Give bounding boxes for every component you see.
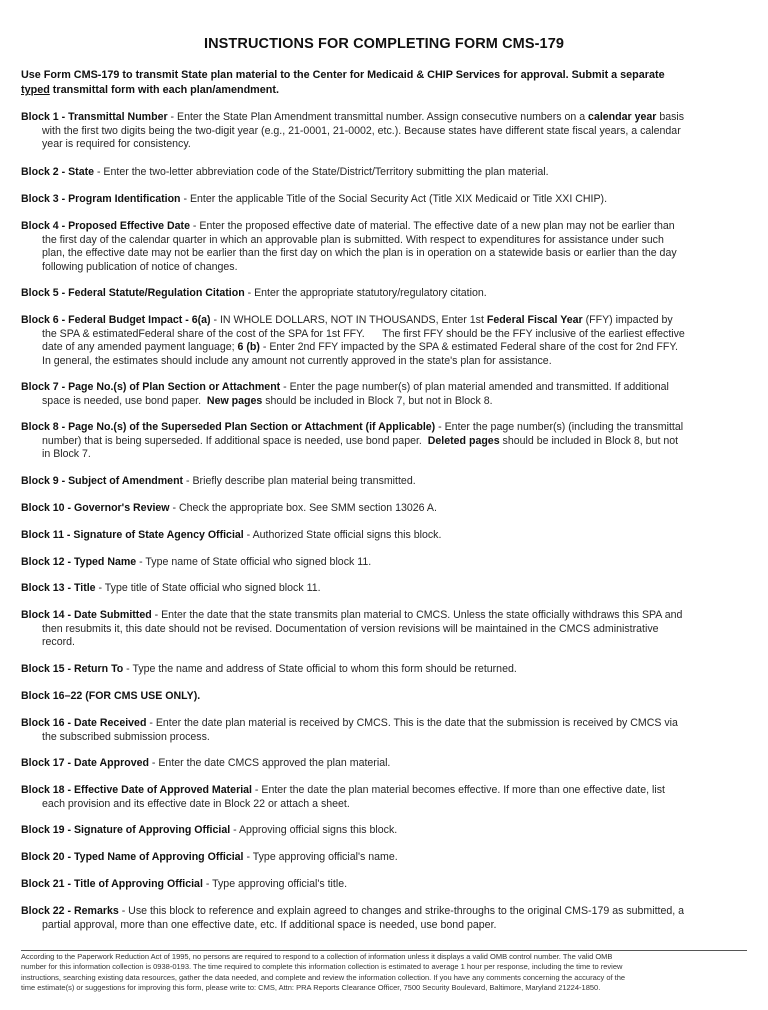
block-19-instruction: Block 19 - Signature of Approving Official - Approving official signs this block.	[21, 824, 398, 836]
intro-text-1: Use Form CMS-179 to transmit State plan material to the Center for Medicaid & CHIP Services for approval. Submit a separate	[21, 69, 665, 81]
block-14-instruction: Block 14 - Date Submitted - Enter the date that the state transmits plan material to CMCS. Unless the state officially withdraws this SPA and then resubmits it, this date should not be revised. Documentation of version revisions will be maintained in the CMCS administrative record.	[21, 609, 683, 649]
block-label: Block 7 - Page No.(s) of Plan Section or Attachment	[21, 381, 281, 393]
block-label: Block 9 - Subject of Amendment	[21, 475, 184, 487]
block-label: Block 4 - Proposed Effective Date	[21, 220, 190, 232]
block-label: Block 13 - Title	[21, 582, 96, 594]
block-4-instruction: Block 4 - Proposed Effective Date - Enter the proposed effective date of material. The effective date of a new plan may not be earlier than the first day of the calendar quarter in which an approvable plan is submitted. With respect to expenditures for assistance under such plan, the effective date may not be earlier than the first day on which the plan is in operation on a statewide basis or earlier than the day following publication of notice of changes.	[21, 220, 677, 273]
intro-typed-word: typed	[21, 84, 50, 96]
block-label: Block 22 - Remarks	[21, 905, 119, 917]
block-label: Block 8 - Page No.(s) of the Superseded Plan Section or Attachment (if Applicable)	[21, 421, 436, 433]
block-label: Block 11 - Signature of State Agency Official	[21, 529, 244, 541]
block-label: Block 1 - Transmittal Number	[21, 111, 168, 123]
block-6-instruction: Block 6 - Federal Budget Impact - 6(a) - IN WHOLE DOLLARS, NOT IN THOUSANDS, Enter 1st Federal Fiscal Year (FFY) impacted by the SPA & estimatedFederal share of the cost of the SPA for 1st FFY. The first FFY should be the FFY inclusive of the earliest effective date of any amended payment language; 6 (b) - Enter 2nd FFY impacted by the SPA & estimated Federal share of the cost for 2nd FFY. In general, the estimates should include any amount not currently approved in the state's plan for assistance.	[21, 314, 685, 367]
block-7-instruction: Block 7 - Page No.(s) of Plan Section or Attachment - Enter the page number(s) of plan material amended and transmitted. If additional space is needed, use bond paper. New pages should be included in Block 7, but not in Block 8.	[21, 381, 669, 407]
block-3-instruction: Block 3 - Program Identification - Enter the applicable Title of the Social Security Act (Title XIX Medicaid or Title XXI CHIP).	[21, 193, 608, 205]
block-1-instruction: Block 1 - Transmittal Number - Enter the State Plan Amendment transmittal number. Assign consecutive numbers on a calendar year basis with the first two digits being the two-digit year (e.g., 21-0001, 21-0002, etc.). Because states have different state fiscal years, a calendar year is required for consistency.	[21, 111, 685, 151]
block-10-instruction: Block 10 - Governor's Review - Check the appropriate box. See SMM section 13026 A.	[21, 502, 437, 514]
block-9-instruction: Block 9 - Subject of Amendment - Briefly describe plan material being transmitted.	[21, 475, 416, 487]
block-13-instruction: Block 13 - Title - Type title of State official who signed block 11.	[21, 582, 321, 594]
block-label: Block 17 - Date Approved	[21, 757, 149, 769]
block-15-instruction: Block 15 - Return To - Type the name and address of State official to whom this form should be returned.	[21, 663, 517, 675]
cms-use-only-heading: Block 16–22 (FOR CMS USE ONLY).	[21, 690, 201, 702]
block-20-instruction: Block 20 - Typed Name of Approving Official - Type approving official's name.	[21, 851, 398, 863]
block-8-instruction: Block 8 - Page No.(s) of the Superseded Plan Section or Attachment (if Applicable) - Enter the page number(s) (including the transmittal number) that is being superseded. If additional space is needed, use bond paper. Deleted pages should be included in Block 8, but not in Block 7.	[21, 421, 684, 461]
block-label: Block 16 - Date Received	[21, 717, 147, 729]
block-label: Block 3 - Program Identification	[21, 193, 181, 205]
block-label: Block 6 - Federal Budget Impact - 6(a)	[21, 314, 211, 326]
block-2-instruction: Block 2 - State - Enter the two-letter abbreviation code of the State/District/Territory submitting the plan material.	[21, 166, 549, 178]
block-label: Block 18 - Effective Date of Approved Material	[21, 784, 252, 796]
block-label: Block 5 - Federal Statute/Regulation Citation	[21, 287, 245, 299]
block-11-instruction: Block 11 - Signature of State Agency Official - Authorized State official signs this block.	[21, 529, 442, 541]
block-label: Block 2 - State	[21, 166, 95, 178]
block-18-instruction: Block 18 - Effective Date of Approved Material - Enter the date the plan material becomes effective. If more than one effective date, list each provision and its effective date in Block 22 or attach a sheet.	[21, 784, 665, 810]
block-17-instruction: Block 17 - Date Approved - Enter the date CMCS approved the plan material.	[21, 757, 391, 769]
block-12-instruction: Block 12 - Typed Name - Type name of State official who signed block 11.	[21, 556, 372, 568]
block-21-instruction: Block 21 - Title of Approving Official - Type approving official's title.	[21, 878, 348, 890]
block-22-instruction: Block 22 - Remarks - Use this block to reference and explain agreed to changes and strike-throughs to the original CMS-179 as submitted, a partial approval, more than one effective date, etc. If additional space is needed, use bond paper.	[21, 905, 685, 931]
intro-text-2: transmittal form with each plan/amendment.	[49, 84, 279, 96]
block-label: Block 21 - Title of Approving Official	[21, 878, 203, 890]
block-label: Block 15 - Return To	[21, 663, 124, 675]
block-label: Block 10 - Governor's Review	[21, 502, 170, 514]
pra-disclosure-footer: According to the Paperwork Reduction Act of 1995, no persons are required to respond to a collection of information unless it displays a valid OMB control number. The valid OMB number for this information collection is 0938-0193. The time required to complete this information collection is estimated to average 1 hour per response, including the time to review instructions, searching existing data resources, gather the data needed, and complete and review the information collection. If you have any comments concerning the accuracy of the time estimate(s) or suggestions for improving this form, please write to: CMS, Attn: PRA Reports Clearance Officer, 7500 Security Boulevard, Baltimore, Maryland 21224-1850.	[21, 952, 626, 992]
block-5-instruction: Block 5 - Federal Statute/Regulation Citation - Enter the appropriate statutory/regulatory citation.	[21, 287, 487, 299]
block-16-instruction: Block 16 - Date Received - Enter the date plan material is received by CMCS. This is the date that the submission is received by CMCS via the subscribed submission process.	[21, 717, 678, 743]
block-label: Block 19 - Signature of Approving Official	[21, 824, 231, 836]
block-label: Block 20 - Typed Name of Approving Official	[21, 851, 244, 863]
block-label: Block 12 - Typed Name	[21, 556, 137, 568]
page-title: INSTRUCTIONS FOR COMPLETING FORM CMS-179	[203, 36, 565, 52]
intro-paragraph	[21, 68, 756, 98]
footer-divider	[21, 950, 747, 951]
block-label: Block 14 - Date Submitted	[21, 609, 152, 621]
